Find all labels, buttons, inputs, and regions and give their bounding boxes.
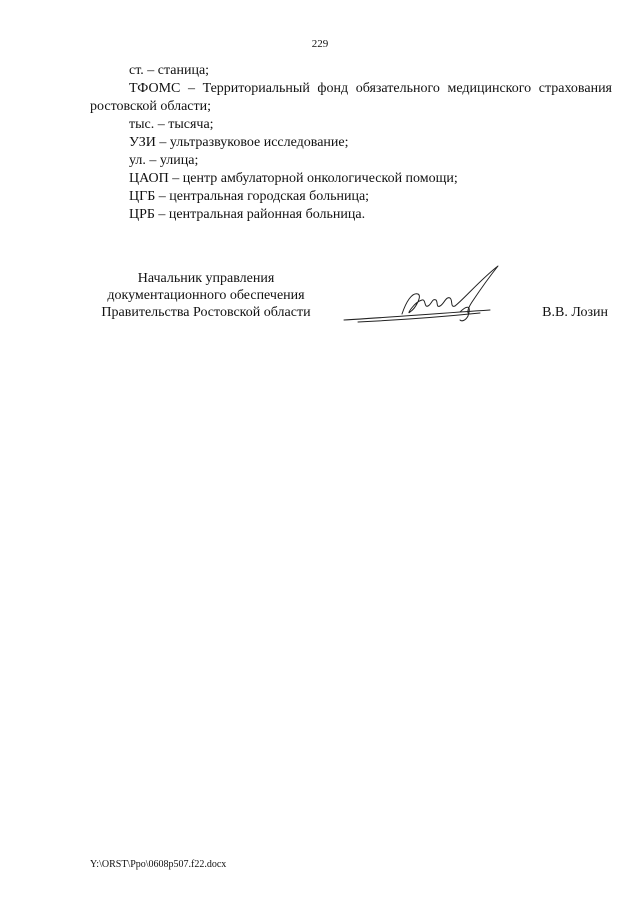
abbreviation-item: ТФОМС – Территориальный фонд обязательного медицинского страхования ростовской области; (90, 81, 612, 114)
abbreviation-item: ЦАОП – центр амбулаторной онкологической помощи; (129, 171, 458, 186)
abbreviation-item: ЦРБ – центральная районная больница. (129, 207, 366, 222)
document-file-path: Y:\ORST\Ppo\0608p507.f22.docx (90, 859, 227, 870)
abbreviation-list (90, 62, 612, 224)
abbreviation-item: ЦГБ – центральная городская больница; (129, 189, 370, 204)
abbreviation-item: ст. – станица; (129, 63, 210, 78)
signatory-title-line: Начальник управления (137, 271, 275, 286)
signatory-title-line: Правительства Ростовской области (101, 305, 311, 320)
signatory-name: В.В. Лозин (542, 305, 608, 320)
abbreviation-item: ул. – улица; (129, 153, 199, 168)
signatory-title-line: документационного обеспечения (107, 288, 305, 303)
abbreviation-item: УЗИ – ультразвуковое исследование; (129, 135, 349, 150)
handwritten-signature-icon (340, 262, 515, 332)
page-number: 229 (311, 38, 329, 50)
signatory-title (86, 270, 326, 321)
abbreviation-item: тыс. – тысяча; (129, 117, 214, 132)
